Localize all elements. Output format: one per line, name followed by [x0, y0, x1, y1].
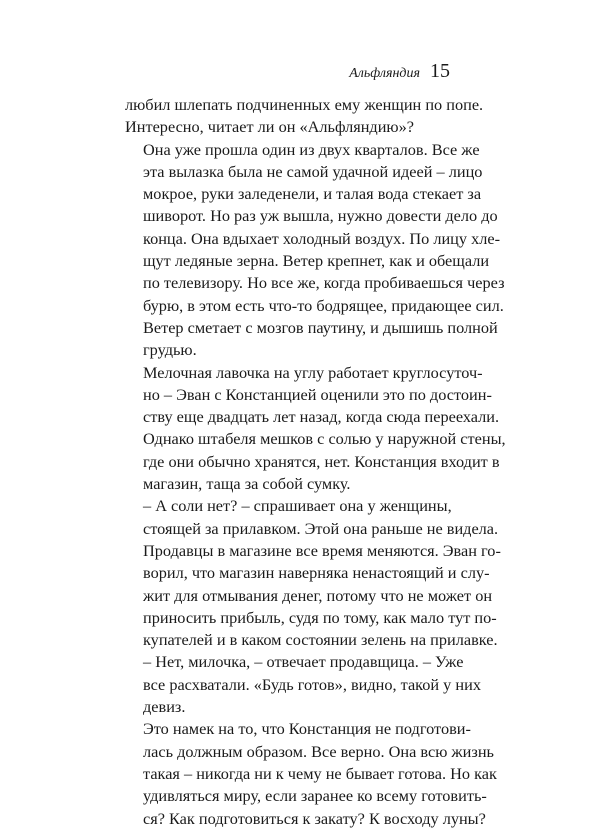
- text-line: Ветер сметает с мозгов паутину, и дышишь полной: [143, 317, 498, 337]
- text-line: Она уже прошла один из двух кварталов. Все же: [143, 139, 480, 159]
- text-line: Мелочная лавочка на углу работает круглосуточ-: [143, 362, 483, 382]
- text-line: грудью.: [143, 340, 197, 360]
- text-line: Интересно, читает ли он «Альфляндию»?: [125, 117, 414, 137]
- text-line: по телевизору. Но все же, когда пробиваешься через: [143, 273, 505, 293]
- text-line: удивляться миру, если заранее ко всему готовить-: [143, 786, 487, 806]
- paragraph: [125, 718, 497, 829]
- text-line: ся? Как подготовиться к закату? К восходу луны?: [143, 808, 486, 828]
- text-line: купателей и в каком состоянии зелень на прилавке.: [143, 630, 498, 650]
- text-line: щут ледяные зерна. Ветер крепнет, как и обещали: [143, 251, 490, 271]
- text-line: эта вылазка была не самой удачной идеей – лицо: [143, 161, 483, 181]
- text-line: жит для отмывания денег, потому что не может он: [143, 585, 493, 605]
- text-line: мокрое, руки заледенели, и талая вода стекает за: [143, 184, 482, 204]
- text-line: Продавцы в магазине все время меняются. Эван го-: [143, 540, 501, 560]
- text-line: все расхватали. «Будь готов», видно, такой у них: [143, 674, 481, 694]
- paragraph: [125, 139, 505, 362]
- text-line: где они обычно хранятся, нет. Констанция входит в: [143, 451, 500, 471]
- text-line: лась должным образом. Все верно. Она всю жизнь: [143, 741, 494, 761]
- text-line: Это намек на то, что Констанция не подготови-: [143, 719, 471, 739]
- text-line: бурю, в этом есть что-то бодрящее, придающее сил.: [143, 295, 504, 315]
- text-line: конца. Она вдыхает холодный воздух. По лицу хле-: [143, 228, 501, 248]
- text-line: но – Эван с Констанцией оценили это по достоин-: [143, 384, 492, 404]
- text-line: любил шлепать подчиненных ему женщин по попе.: [125, 95, 484, 114]
- text-line: стоящей за прилавком. Этой она раньше не видела.: [143, 518, 499, 538]
- text-line: девиз.: [143, 697, 186, 717]
- paragraph: [125, 362, 506, 496]
- text-line: ворил, что магазин наверняка ненастоящий и слу-: [143, 563, 490, 583]
- text-line: Однако штабеля мешков с солью у наружной стены,: [143, 429, 506, 449]
- text-line: магазин, таща за собой сумку.: [143, 474, 351, 494]
- text-line: приносить прибыль, судя по тому, как мало тут по-: [143, 607, 497, 627]
- text-line: – А соли нет? – спрашивает она у женщины,: [143, 496, 452, 516]
- text-line: ству еще двадцать лет назад, когда сюда переехали.: [143, 407, 500, 427]
- text-line: шиворот. Но раз уж вышла, нужно довести дело до: [143, 206, 498, 226]
- body-text: [125, 94, 506, 830]
- running-header: [349, 60, 450, 83]
- paragraph: [125, 94, 484, 139]
- running-title: Альфляндия: [349, 66, 420, 81]
- text-line: – Нет, милочка, – отвечает продавщица. – Уже: [143, 652, 464, 672]
- paragraph: [125, 651, 481, 718]
- text-line: такая – никогда ни к чему не бывает готова. Но как: [143, 763, 497, 783]
- page-number: 15: [430, 60, 450, 82]
- paragraph: [125, 495, 501, 651]
